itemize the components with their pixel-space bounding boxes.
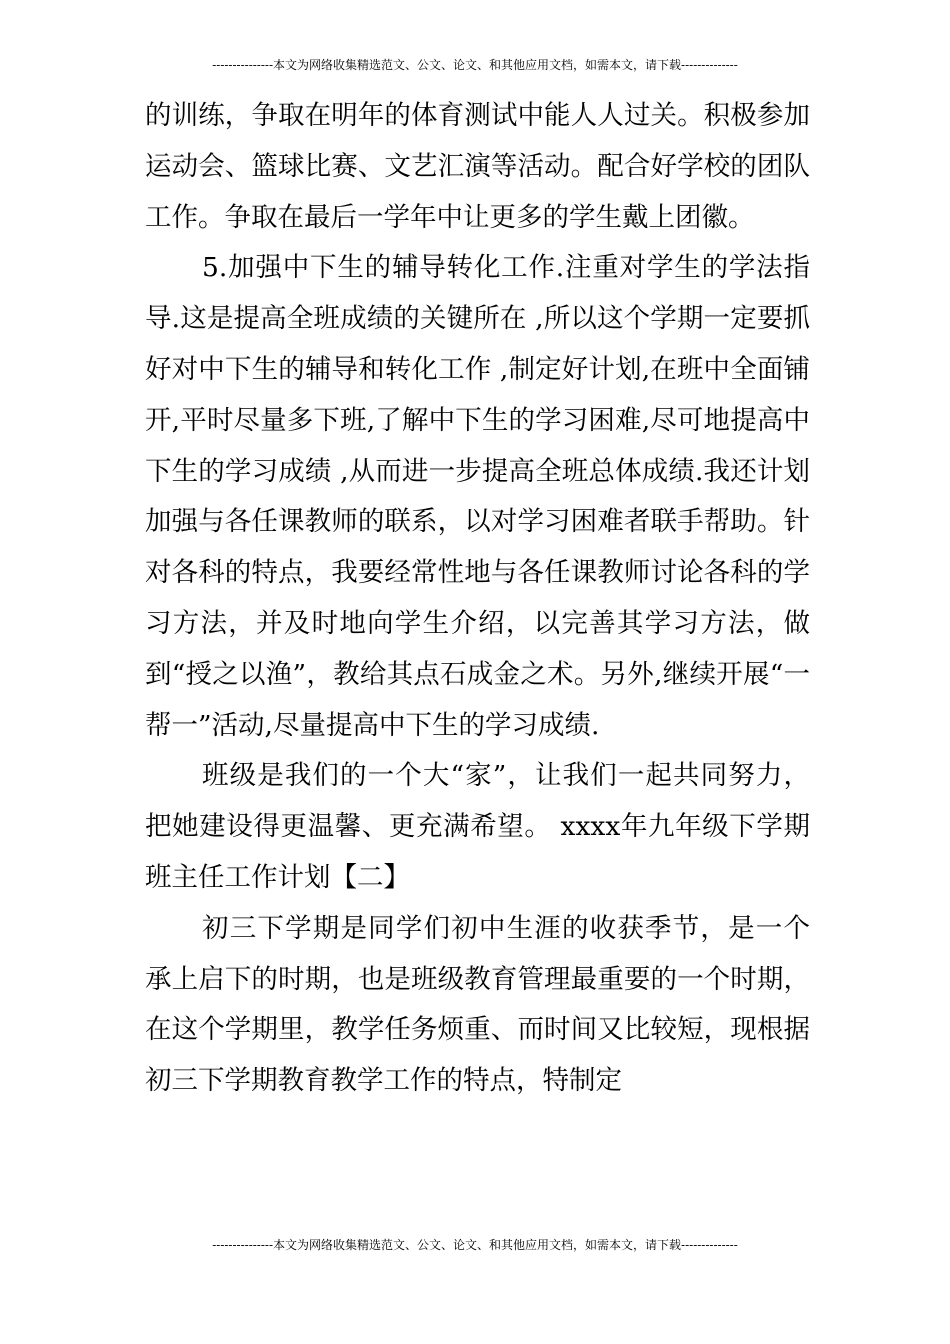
paragraph-item-5: 5.加强中下生的辅导转化工作.注重对学生的学法指导.这是提高全班成绩的关键所在 ,所以这个学期一定要抓好对中下生的辅导和转化工作 ,制定好计划,在班中全面铺开,平时尽量多下班,了解中下生的学习困难,尽可地提高中下生的学习成绩 ,从而进一步提高全班总体成绩.我还计划加强与各任课教师的联系，以对学习困难者联手帮助。针对各科的特点，我要经常性地与各任课教师讨论各科的学习方法，并及时地向学生介绍，以完善其学习方法，做到“授之以渔”，教给其点石成金之术。另外,继续开展“一帮一”活动,尽量提高中下生的学习成绩. [145,252,810,741]
paragraph-closing: 班级是我们的一个大“家”，让我们一起共同努力，把她建设得更温馨、更充满希望。 xxxx年九年级下学期班主任工作计划【二】 [145,760,810,893]
paragraph-plan-two-intro: 初三下学期是同学们初中生涯的收获季节，是一个承上启下的时期，也是班级教育管理最重要的一个时期，在这个学期里，教学任务烦重、而时间又比较短，现根据初三下学期教育教学工作的特点，特制定 [145,912,810,1097]
document-body [145,91,810,1107]
footer-banner: ---------------本文为网络收集精选范文、公文、论文、和其他应用文档，如需本文，请下载-------------- [212,1238,738,1252]
paragraph-continuation: 的训练，争取在明年的体育测试中能人人过关。积极参加运动会、篮球比赛、文艺汇演等活动。配合好学校的团队工作。争取在最后一学年中让更多的学生戴上团徽。 [145,100,810,233]
header-banner: ---------------本文为网络收集精选范文、公文、论文、和其他应用文档，如需本文，请下载-------------- [212,58,738,72]
